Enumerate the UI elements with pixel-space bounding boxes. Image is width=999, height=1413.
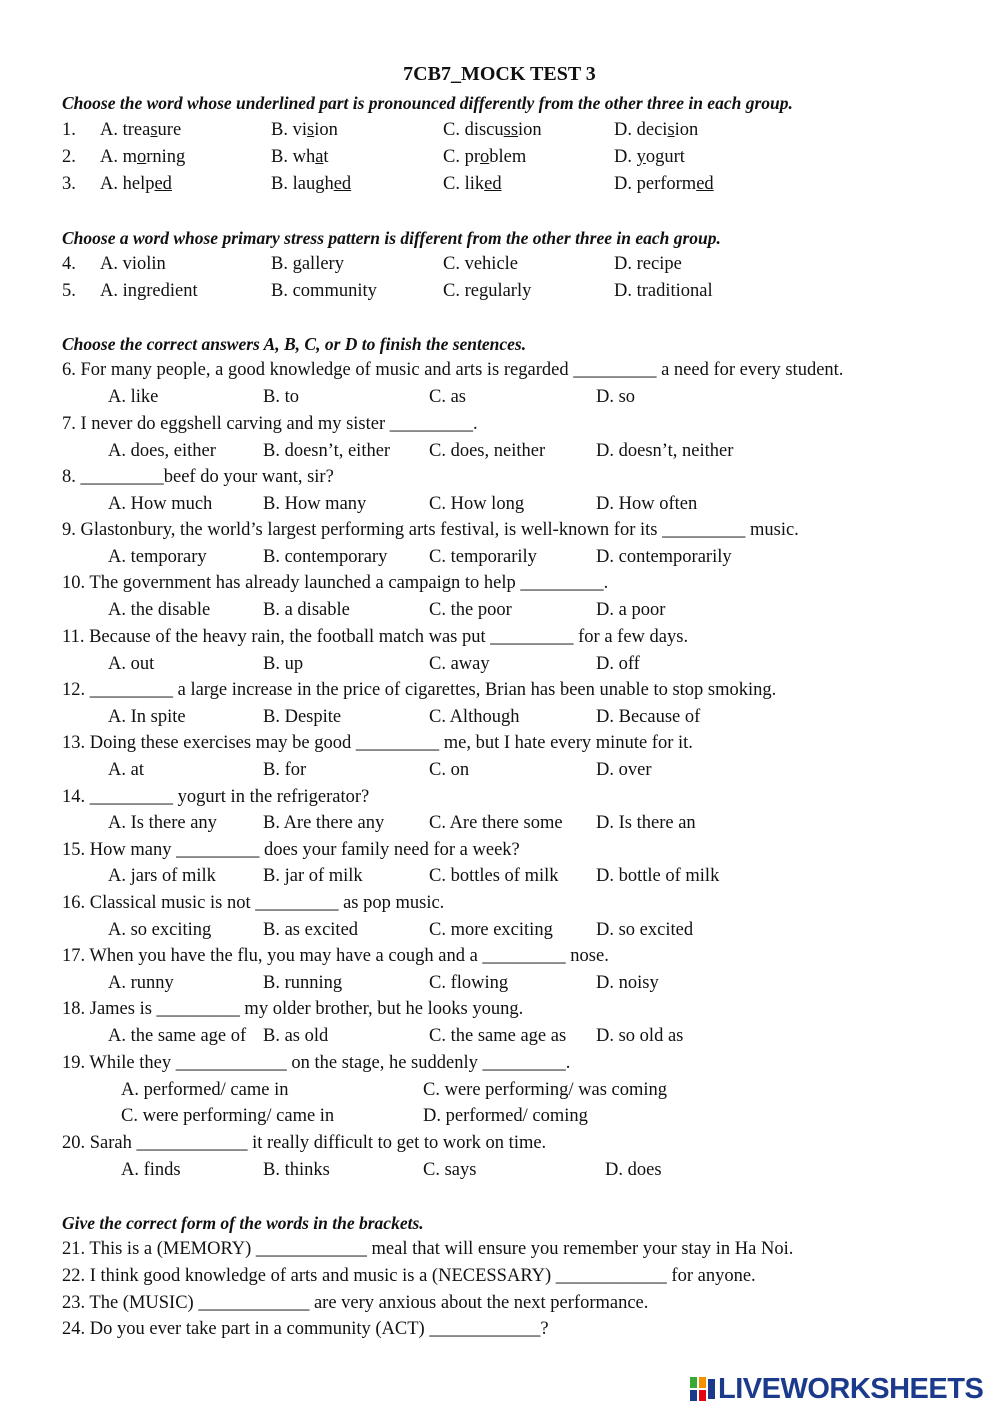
question-15-options [0, 866, 999, 892]
question-22 [0, 1266, 999, 1292]
question-5 [0, 281, 999, 307]
word-form-blank[interactable]: 22. I think good knowledge of arts and music is a (NECESSARY) ____________ for anyone. [62, 1266, 756, 1286]
option-b[interactable]: B. as old [263, 1026, 329, 1046]
option-d[interactable]: D. Is there an [596, 813, 696, 833]
option-d[interactable]: D. so [596, 387, 636, 407]
question-21 [0, 1239, 999, 1265]
underlined-part: s [667, 120, 675, 140]
option-a[interactable]: A. Is there any [108, 813, 217, 833]
option-a[interactable]: A. does, either [108, 441, 216, 461]
option-c[interactable]: C. on [429, 760, 470, 780]
question-19-stem: 19. While they ____________ on the stage, he suddenly _________. [62, 1053, 571, 1073]
question-13-stem: 13. Doing these exercises may be good _________ me, but I hate every minute for it. [62, 733, 693, 753]
option-a[interactable]: A. finds [121, 1160, 181, 1180]
option-b[interactable]: B. thinks [263, 1160, 330, 1180]
option-c[interactable]: C. flowing [429, 973, 509, 993]
option-d[interactable]: D. traditional [614, 281, 713, 301]
underlined-part: ed [484, 174, 502, 194]
liveworksheets-logo [690, 1373, 990, 1405]
option-b[interactable]: B. Are there any [263, 813, 385, 833]
option-d[interactable]: D. doesn’t, neither [596, 441, 734, 461]
option-c[interactable]: C. as [429, 387, 466, 407]
option-c[interactable]: C. vehicle [443, 254, 519, 274]
option-c[interactable]: C. How long [429, 494, 525, 514]
question-10-stem: 10. The government has already launched a campaign to help _________. [62, 573, 609, 593]
underlined-part: ss [503, 120, 519, 140]
option-c[interactable]: C. liked [443, 174, 502, 194]
option-a[interactable]: A. out [108, 654, 155, 674]
underlined-part: ed [154, 174, 172, 194]
option-a[interactable]: A. ingredient [100, 281, 198, 301]
option-d[interactable]: D. over [596, 760, 652, 780]
question-18-options [0, 1026, 999, 1052]
option-d[interactable]: D. decision [614, 120, 699, 140]
question-9-options [0, 547, 999, 573]
option-c[interactable]: C. were performing/ came in [121, 1106, 335, 1126]
option-c[interactable]: C. the poor [429, 600, 512, 620]
word-form-blank[interactable]: 21. This is a (MEMORY) ____________ meal that will ensure you remember your stay in Ha Noi. [62, 1239, 794, 1259]
option-b[interactable]: B. doesn’t, either [263, 441, 391, 461]
question-number: 1. [62, 120, 76, 140]
option-d[interactable]: D. performed [614, 174, 714, 194]
option-c[interactable]: C. says [423, 1160, 477, 1180]
question-12-stem: 12. _________ a large increase in the price of cigarettes, Brian has been unable to stop smoking. [62, 680, 777, 700]
question-15-stem: 15. How many _________ does your family need for a week? [62, 840, 520, 860]
logo-text: LIVEWORKSHEETS [718, 1373, 984, 1405]
underlined-part: ed [333, 174, 352, 194]
option-a[interactable]: A. violin [100, 254, 166, 274]
question-7-options [0, 441, 999, 467]
option-b[interactable]: B. vision [271, 120, 338, 140]
question-10-options [0, 600, 999, 626]
underlined-part: ed [696, 174, 714, 194]
question-23 [0, 1293, 999, 1319]
option-c[interactable]: C. problem [443, 147, 527, 167]
option-a[interactable]: A. so exciting [108, 920, 212, 940]
question-20-stem: 20. Sarah ____________ it really difficult to get to work on time. [62, 1133, 547, 1153]
question-19-options-row1 [0, 1080, 999, 1106]
option-a[interactable]: A. like [108, 387, 159, 407]
option-b[interactable]: C. were performing/ was coming [423, 1080, 668, 1100]
option-a[interactable]: A. the disable [108, 600, 211, 620]
option-b[interactable]: B. a disable [263, 600, 350, 620]
option-b[interactable]: B. How many [263, 494, 367, 514]
question-18-stem: 18. James is _________ my older brother, but he looks young. [62, 999, 524, 1019]
question-2 [0, 147, 999, 173]
option-d[interactable]: D. Because of [596, 707, 701, 727]
option-b[interactable]: B. laughed [271, 174, 352, 194]
option-d[interactable]: D. does [605, 1160, 662, 1180]
question-6-stem: 6. For many people, a good knowledge of music and arts is regarded _________ a need for every student. [62, 360, 844, 380]
question-12-options [0, 707, 999, 733]
question-16-options [0, 920, 999, 946]
option-a[interactable]: A. performed/ came in [121, 1080, 289, 1100]
option-d[interactable]: D. contemporarily [596, 547, 732, 567]
option-c[interactable]: C. Are there some [429, 813, 563, 833]
option-a[interactable]: A. at [108, 760, 144, 780]
option-b[interactable]: B. to [263, 387, 299, 407]
section-instruction-mcq: Choose the correct answers A, B, C, or D to finish the sentences. [62, 334, 527, 354]
liveworksheets-badge-icon [690, 1377, 716, 1401]
question-4 [0, 254, 999, 280]
option-d[interactable]: D. recipe [614, 254, 682, 274]
option-b[interactable]: B. what [271, 147, 329, 167]
option-d[interactable]: D. How often [596, 494, 698, 514]
question-7-stem: 7. I never do eggshell carving and my sister _________. [62, 414, 478, 434]
question-16-stem: 16. Classical music is not _________ as pop music. [62, 893, 445, 913]
word-form-blank[interactable]: 23. The (MUSIC) ____________ are very anxious about the next performance. [62, 1293, 649, 1313]
question-number: 5. [62, 281, 76, 301]
option-d[interactable]: D. noisy [596, 973, 659, 993]
section-instruction-pronunciation: Choose the word whose underlined part is pronounced differently from the other three in each group. [62, 93, 793, 113]
question-number: 2. [62, 147, 76, 167]
option-a[interactable]: A. jars of milk [108, 866, 216, 886]
question-6-options [0, 387, 999, 413]
question-20-options [0, 1160, 999, 1186]
option-b[interactable]: B. Despite [263, 707, 342, 727]
option-b[interactable]: B. jar of milk [263, 866, 363, 886]
option-a[interactable]: A. temporary [108, 547, 207, 567]
underlined-part: o [480, 147, 490, 167]
option-c[interactable]: C. does, neither [429, 441, 546, 461]
option-b[interactable]: B. for [263, 760, 307, 780]
underlined-part: o [137, 147, 147, 167]
option-b[interactable]: B. gallery [271, 254, 344, 274]
option-c[interactable]: C. bottles of milk [429, 866, 559, 886]
question-11-stem: 11. Because of the heavy rain, the football match was put _________ for a few days. [62, 627, 689, 647]
option-b[interactable]: B. contemporary [263, 547, 388, 567]
option-a[interactable]: A. runny [108, 973, 174, 993]
option-c[interactable]: C. away [429, 654, 490, 674]
option-c[interactable]: C. regularly [443, 281, 532, 301]
question-8-stem: 8. _________beef do your want, sir? [62, 467, 334, 487]
option-d[interactable]: D. bottle of milk [596, 866, 720, 886]
question-9-stem: 9. Glastonbury, the world’s largest performing arts festival, is well-known for its _________ music. [62, 520, 799, 540]
option-d[interactable]: D. a poor [596, 600, 666, 620]
underlined-part: a [315, 147, 324, 167]
option-b[interactable]: B. as excited [263, 920, 359, 940]
option-d[interactable]: D. yogurt [614, 147, 685, 167]
option-b[interactable]: B. community [271, 281, 377, 301]
question-14-stem: 14. _________ yogurt in the refrigerator? [62, 787, 370, 807]
section-instruction-stress: Choose a word whose primary stress pattern is different from the other three in each group. [62, 228, 721, 248]
option-d[interactable]: D. so excited [596, 920, 694, 940]
option-c[interactable]: C. Although [429, 707, 520, 727]
option-a[interactable]: A. In spite [108, 707, 186, 727]
question-number: 3. [62, 174, 76, 194]
option-c[interactable]: C. the same age as [429, 1026, 567, 1046]
question-17-options [0, 973, 999, 999]
question-19-options-row2 [0, 1106, 999, 1132]
underlined-part: s [150, 120, 158, 140]
underlined-part: s [306, 120, 315, 140]
option-a[interactable]: A. morning [100, 147, 186, 167]
option-d[interactable]: D. performed/ coming [423, 1106, 588, 1126]
option-c[interactable]: C. more exciting [429, 920, 553, 940]
question-11-options [0, 654, 999, 680]
word-form-blank[interactable]: 24. Do you ever take part in a community (ACT) ____________? [62, 1319, 549, 1339]
question-24 [0, 1319, 999, 1345]
question-8-options [0, 494, 999, 520]
question-number: 4. [62, 254, 76, 274]
question-13-options [0, 760, 999, 786]
question-17-stem: 17. When you have the flu, you may have a cough and a _________ nose. [62, 946, 609, 966]
option-a[interactable]: A. helped [100, 174, 172, 194]
option-d[interactable]: D. off [596, 654, 640, 674]
option-a[interactable]: A. How much [108, 494, 213, 514]
option-c[interactable]: C. discussion [443, 120, 542, 140]
question-14-options [0, 813, 999, 839]
option-a[interactable]: A. the same age of [108, 1026, 247, 1046]
option-b[interactable]: B. running [263, 973, 343, 993]
option-d[interactable]: D. so old as [596, 1026, 684, 1046]
section-instruction-word-form: Give the correct form of the words in the brackets. [62, 1213, 424, 1233]
underlined-part: y [636, 147, 646, 167]
option-a[interactable]: A. treasure [100, 120, 182, 140]
option-b[interactable]: B. up [263, 654, 304, 674]
question-3 [0, 174, 999, 200]
option-c[interactable]: C. temporarily [429, 547, 537, 567]
question-1 [0, 120, 999, 146]
page-title: 7CB7_MOCK TEST 3 [403, 63, 596, 85]
